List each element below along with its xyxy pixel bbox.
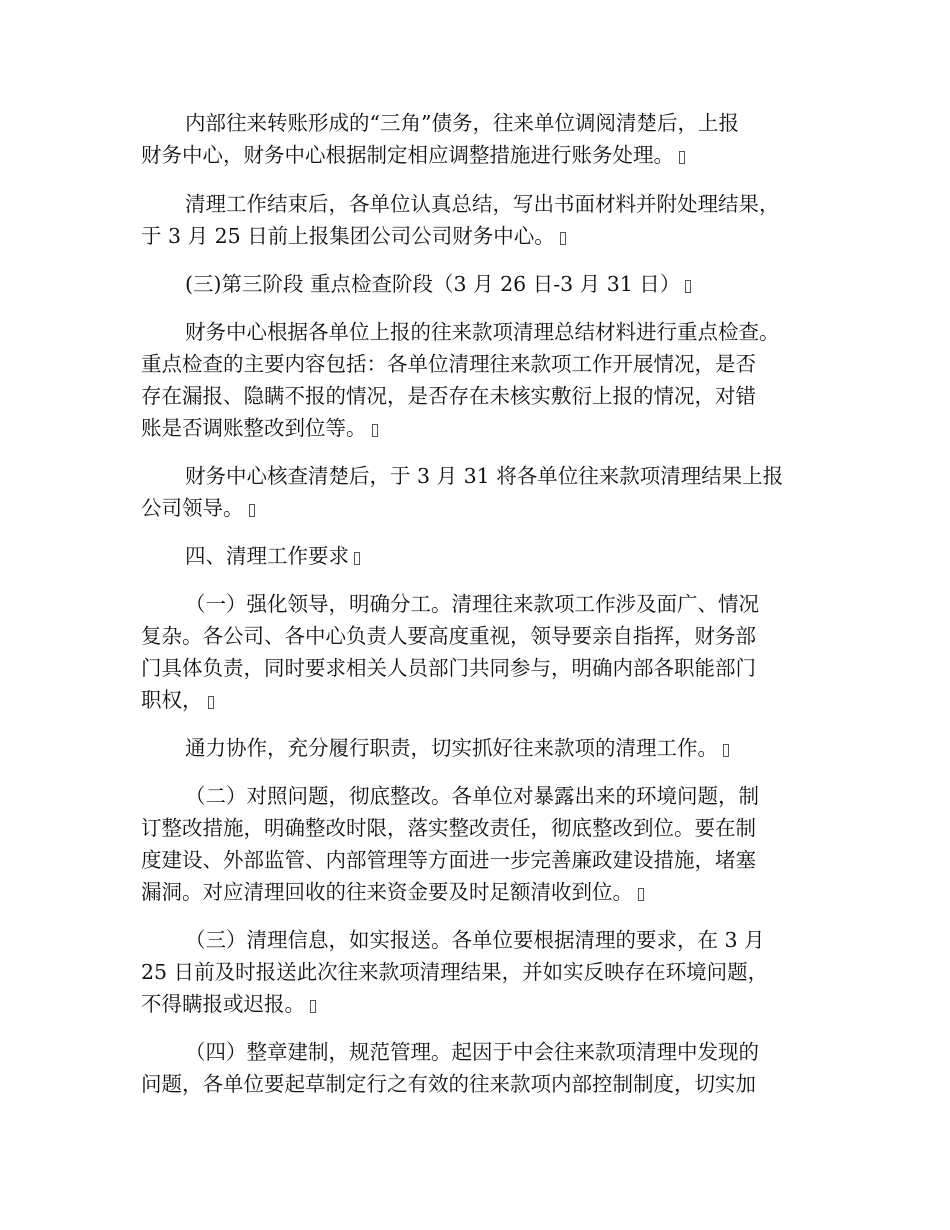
text-line: 公司领导。 <box>141 493 255 523</box>
text-line: 问题，各单位要起草制定行之有效的往来款项内部控制制度，切实加 <box>141 1072 756 1096</box>
text-line: （二）对照问题，彻底整改。各单位对暴露出来的环境问题，制 <box>185 784 759 808</box>
text-line: 通力协作，充分履行职责，切实抓好往来款项的清理工作。 <box>185 733 729 763</box>
paragraph-mark-icon <box>208 696 214 709</box>
paragraph-mark-icon <box>560 232 566 245</box>
text-line: 订整改措施，明确整改时限，落实整改责任，彻底整改到位。要在制 <box>141 816 756 840</box>
text-line: 财务中心，财务中心根据制定相应调整措施进行账务处理。 <box>141 140 685 170</box>
text-line: （四）整章建制，规范管理。起因于中会往来款项清理中发现的 <box>185 1040 759 1064</box>
text-line: 于 3 月 25 日前上报集团公司公司财务中心。 <box>141 221 566 251</box>
text-line: 账是否调账整改到位等。 <box>141 413 378 443</box>
text-line: (三)第三阶段 重点检查阶段（3 月 26 日-3 月 31 日） <box>185 269 691 299</box>
text-line: 存在漏报、隐瞒不报的情况，是否存在未核实敷衍上报的情况，对错 <box>141 384 756 408</box>
text-line: 漏洞。对应清理回收的往来资金要及时足额清收到位。 <box>141 877 644 907</box>
text-line: 财务中心核查清楚后，于 3 月 31 将各单位往来款项清理结果上报 <box>185 464 784 488</box>
text-line: 门具体负责，同时要求相关人员部门共同参与，明确内部各职能部门 <box>141 656 756 680</box>
paragraph-mark-icon <box>685 280 691 293</box>
text-line: 复杂。各公司、各中心负责人要高度重视，领导要亲自指挥，财务部 <box>141 624 756 648</box>
text-line: 25 日前及时报送此次往来款项清理结果，并如实反映存在环境问题， <box>141 960 769 984</box>
paragraph-mark-icon <box>638 888 644 901</box>
paragraph-mark-icon <box>372 424 378 437</box>
text-line: 内部往来转账形成的“三角”债务，往来单位调阅清楚后，上报 <box>185 111 739 135</box>
text-line: 职权， <box>141 685 214 715</box>
paragraph-mark-icon <box>679 151 685 164</box>
paragraph-mark-icon <box>354 552 360 565</box>
text-line: 财务中心根据各单位上报的往来款项清理总结材料进行重点检查。 <box>185 320 780 344</box>
text-line: （一）强化领导，明确分工。清理往来款项工作涉及面广、情况 <box>185 592 759 616</box>
paragraph-mark-icon <box>310 1000 316 1013</box>
text-line: 不得瞒报或迟报。 <box>141 989 316 1019</box>
text-line: 四、清理工作要求 <box>185 541 360 571</box>
text-line: 清理工作结束后，各单位认真总结，写出书面材料并附处理结果， <box>185 192 780 216</box>
text-line: 重点检查的主要内容包括：各单位清理往来款项工作开展情况，是否 <box>141 352 756 376</box>
paragraph-mark-icon <box>723 744 729 757</box>
text-line: 度建设、外部监管、内部管理等方面进一步完善廉政建设措施，堵塞 <box>141 848 756 872</box>
paragraph-mark-icon <box>249 504 255 517</box>
text-line: （三）清理信息，如实报送。各单位要根据清理的要求，在 3 月 <box>185 928 765 952</box>
